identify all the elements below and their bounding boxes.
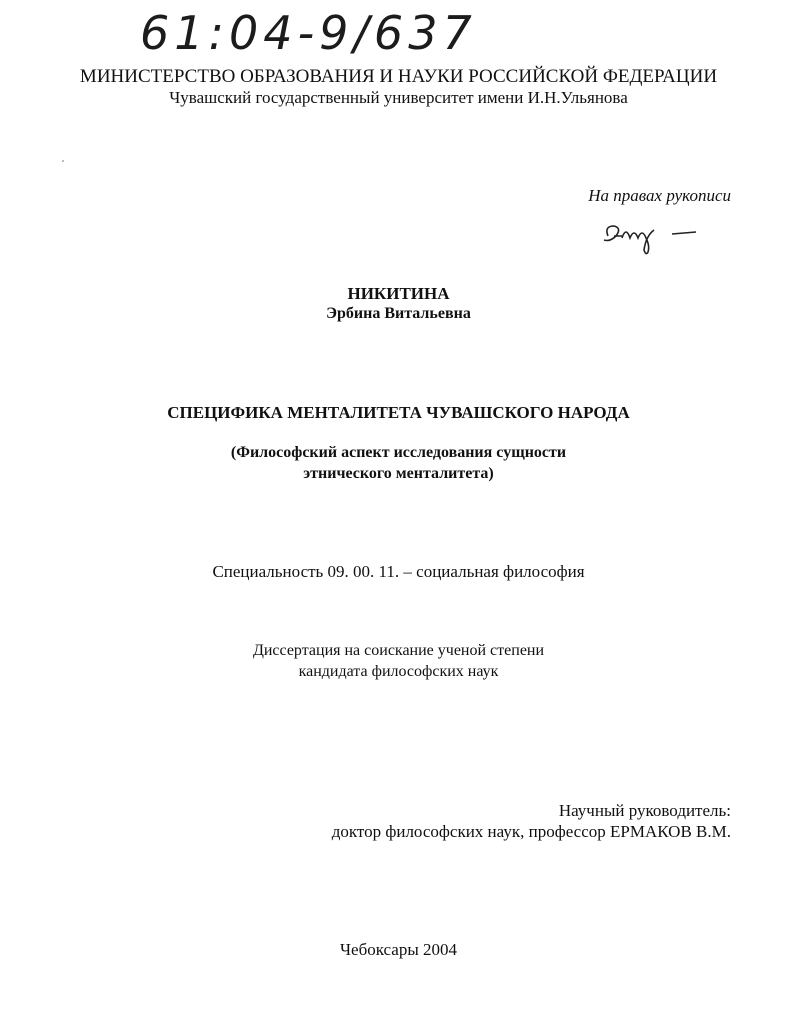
specialty: Специальность 09. 00. 11. – социальная философия: [212, 562, 585, 581]
degree-statement: [0, 640, 797, 682]
ministry-heading: МИНИСТЕРСТВО ОБРАЗОВАНИЯ И НАУКИ РОССИЙСКОЙ ФЕДЕРАЦИИ: [79, 66, 718, 87]
degree-line: кандидата философских наук: [298, 663, 499, 680]
subtitle-line: этнического менталитета): [303, 465, 494, 482]
supervisor-block: [332, 800, 731, 842]
dissertation-subtitle: [0, 442, 797, 484]
dissertation-title: СПЕЦИФИКА МЕНТАЛИТЕТА ЧУВАШСКОГО НАРОДА: [167, 403, 630, 422]
rights-note: На правах рукописи: [588, 186, 731, 205]
city-year: Чебоксары 2004: [339, 940, 458, 959]
author-name: Эрбина Витальевна: [326, 305, 471, 322]
degree-line: Диссертация на соискание ученой степени: [252, 642, 545, 659]
archive-stamp: 61:04-9/637: [140, 6, 477, 60]
subtitle-line: (Философский аспект исследования сущности: [230, 444, 567, 461]
author-surname: НИКИТИНА: [347, 284, 450, 303]
supervisor-label: Научный руководитель:: [558, 801, 731, 820]
university-name: Чувашский государственный университет имени И.Н.Ульянова: [169, 88, 628, 107]
supervisor-name: доктор философских наук, профессор ЕРМАКОВ В.М.: [331, 822, 731, 841]
scan-speck: [62, 160, 64, 162]
handwritten-signature: [602, 216, 702, 256]
